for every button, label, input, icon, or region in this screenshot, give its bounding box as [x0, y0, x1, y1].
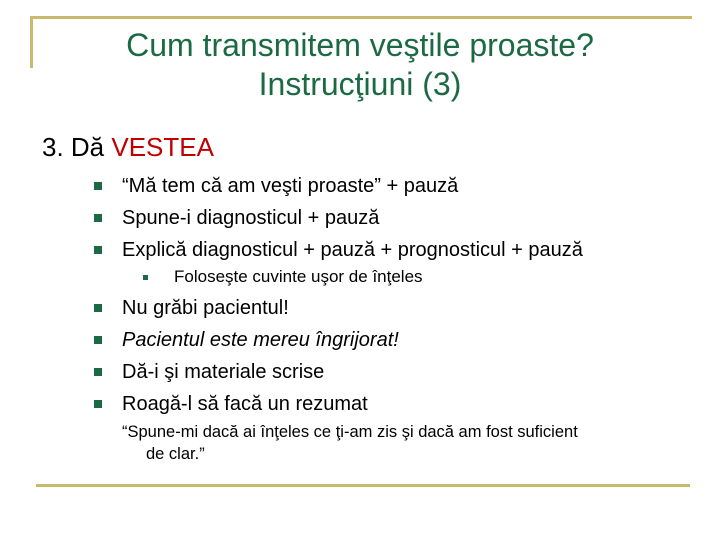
quote-text — [122, 421, 690, 465]
square-bullet-icon — [94, 246, 102, 254]
square-bullet-icon — [94, 182, 102, 190]
sub-list-item — [142, 265, 423, 289]
square-bullet-icon — [94, 400, 102, 408]
list-item-text: Explică diagnosticul + pauză + prognosticul + pauză — [122, 239, 583, 261]
list-item — [92, 388, 399, 420]
list-item — [92, 324, 399, 356]
square-bullet-icon — [94, 336, 102, 344]
small-square-bullet-icon — [143, 275, 148, 280]
title-line-1: Cum transmitem veştile proaste? — [126, 27, 594, 63]
list-item — [92, 170, 583, 202]
title-line-2: Instrucţiuni (3) — [258, 66, 462, 102]
list-item — [92, 356, 399, 388]
frame-left-line — [30, 16, 33, 68]
list-item-text: Nu grăbi pacientul! — [122, 297, 289, 319]
list-item-text: Roagă-l să facă un rezumat — [122, 393, 368, 415]
frame-top-line — [30, 16, 692, 19]
bullet-list-2 — [92, 292, 399, 420]
section-heading — [42, 131, 214, 163]
list-item-text: Spune-i diagnosticul + pauză — [122, 207, 380, 229]
sub-list-item-text: Foloseşte cuvinte uşor de înţeles — [174, 267, 423, 286]
list-item-text: Pacientul este mereu îngrijorat! — [122, 329, 399, 351]
list-item — [92, 292, 399, 324]
slide-title — [40, 26, 680, 104]
bullet-list-1 — [92, 170, 583, 266]
list-item — [92, 202, 583, 234]
square-bullet-icon — [94, 304, 102, 312]
quote-line-1: “Spune-mi dacă ai înţeles ce ţi-am zis şi dacă am fost suficient — [122, 423, 578, 441]
heading-prefix: 3. Dă — [42, 132, 112, 162]
list-item — [92, 234, 583, 266]
quote-line-2: de clar.” — [146, 445, 205, 463]
list-item-text: “Mă tem că am veşti proaste” + pauză — [122, 175, 459, 197]
list-item-text: Dă-i şi materiale scrise — [122, 361, 325, 383]
square-bullet-icon — [94, 368, 102, 376]
heading-accent: VESTEA — [111, 132, 214, 162]
frame-bottom-line — [36, 484, 690, 487]
square-bullet-icon — [94, 214, 102, 222]
